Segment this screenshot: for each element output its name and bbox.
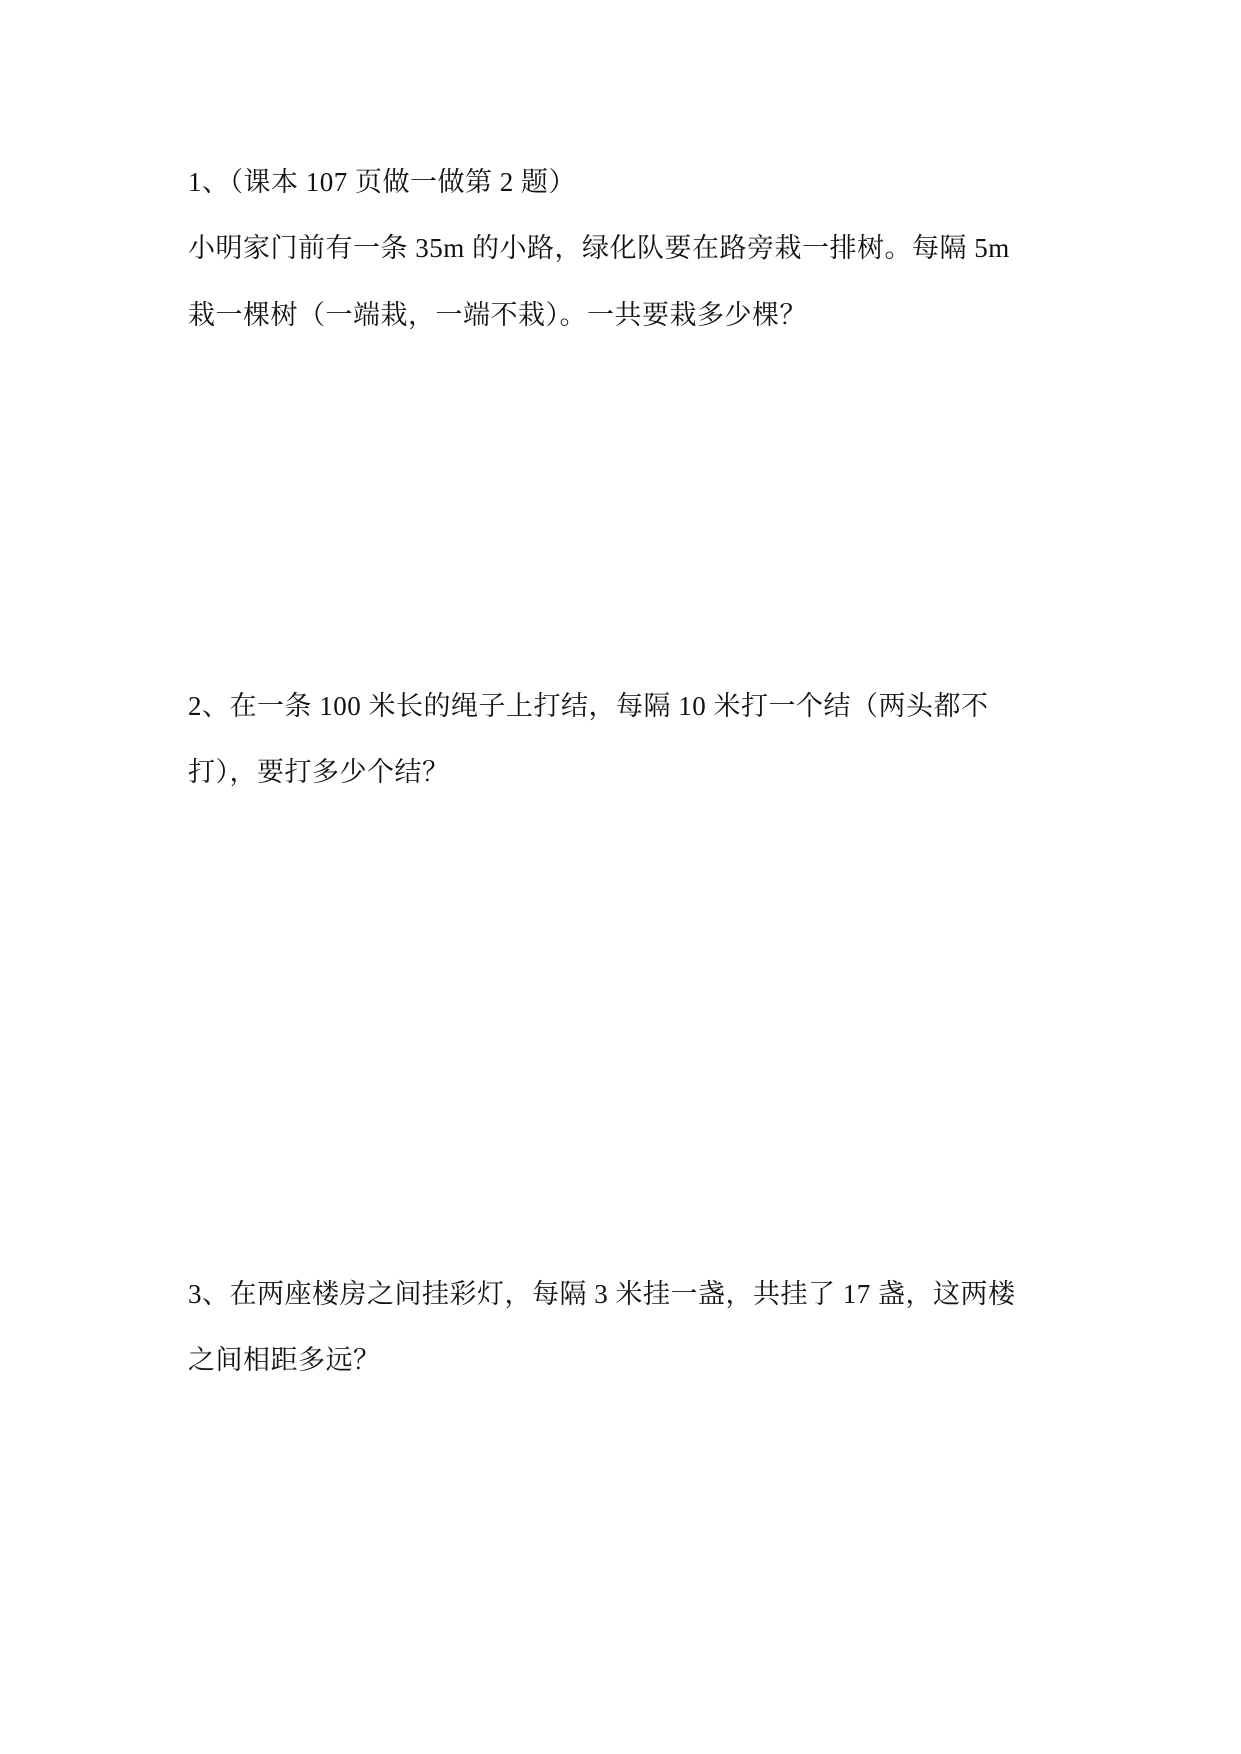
question-1-text-line-1: 小明家门前有一条 35m 的小路，绿化队要在路旁栽一排树。每隔 5m — [188, 233, 1010, 263]
question-1-text-line-2: 栽一棵树（一端栽，一端不栽）。一共要栽多少棵？ — [188, 300, 807, 330]
question-1-heading: 1、（课本 107 页做一做第 2 题） — [188, 167, 576, 197]
question-3-text-line-2: 之间相距多远？ — [188, 1345, 381, 1375]
question-2-text-line-1: 2、在一条 100 米长的绳子上打结，每隔 10 米打一个结（两头都不 — [188, 691, 989, 721]
question-2-text-line-2: 打），要打多少个结？ — [188, 757, 450, 787]
question-3-text-line-1: 3、在两座楼房之间挂彩灯，每隔 3 米挂一盏，共挂了 17 盏，这两楼 — [188, 1279, 1016, 1309]
